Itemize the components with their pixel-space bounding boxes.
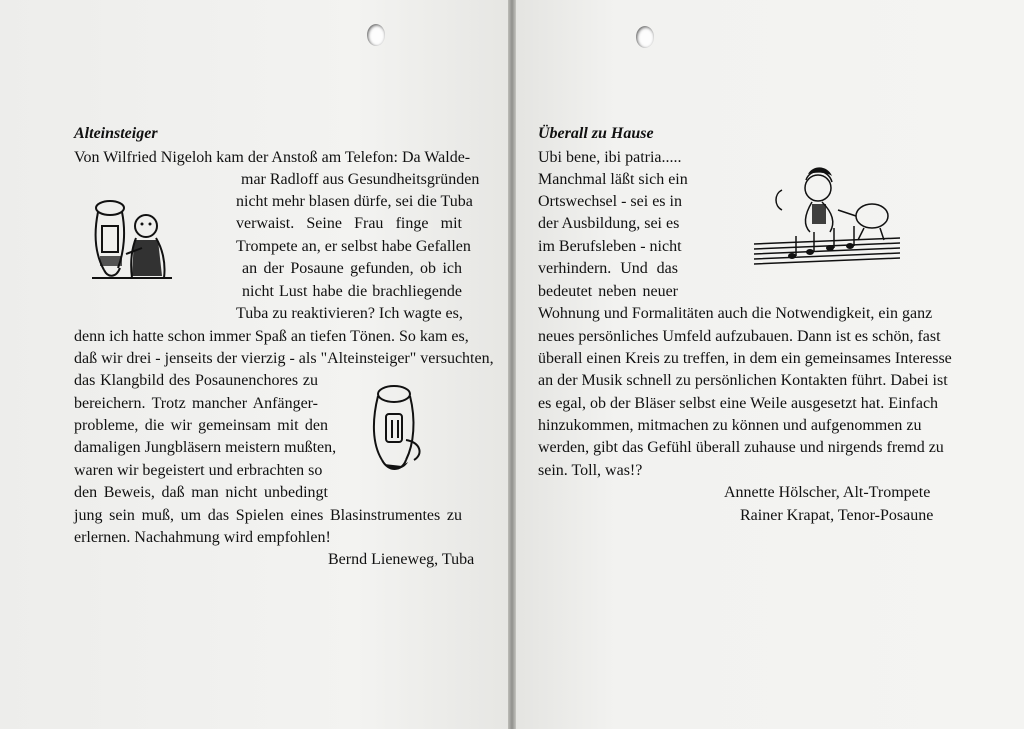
- text-line: das Klangbild des Posaunenchores zu: [74, 372, 318, 389]
- text-line: im Berufsleben - nicht: [538, 238, 682, 255]
- text-line: denn ich hatte schon immer Spaß an tiefen Tönen. So kam es,: [74, 328, 469, 345]
- text-line: mar Radloff aus Gesundheitsgründen: [241, 171, 480, 188]
- tuba-player-illustration: [82, 182, 182, 288]
- text-line: verwaist. Seine Frau finge mit: [236, 215, 462, 232]
- text-line: hinzukommen, mitmachen zu können und aufgenommen zu: [538, 417, 922, 434]
- text-line: es egal, ob der Bläser selbst eine Weile ausgesetzt hat. Einfach: [538, 395, 939, 412]
- text-line: jung sein muß, um das Spielen eines Blasinstrumentes zu: [74, 507, 462, 524]
- text-line: Trompete an, er selbst habe Gefallen: [236, 238, 471, 255]
- musicians-illustration: [752, 160, 902, 278]
- text-line: Ortswechsel - sei es in: [538, 193, 682, 210]
- text-line: der Ausbildung, sei es: [538, 215, 680, 232]
- text-line: Manchmal läßt sich ein: [538, 171, 688, 188]
- text-line: Tuba zu reaktivieren? Ich wagte es,: [236, 305, 463, 322]
- tuba-illustration: [362, 380, 432, 478]
- text-line: daß wir drei - jenseits der vierzig - als "Alteinsteiger" versuchten,: [74, 350, 494, 367]
- text-line: verhindern. Und das: [538, 260, 678, 277]
- text-line: Ubi bene, ibi patria.....: [538, 149, 682, 166]
- article-title: Alteinsteiger: [74, 125, 158, 142]
- text-line: Wohnung und Formalitäten auch die Notwendigkeit, ein ganz: [538, 305, 933, 322]
- text-line: sein. Toll, was!?: [538, 462, 643, 479]
- text-line: werden, gibt das Gefühl überall zuhause und nirgends fremd zu: [538, 439, 944, 456]
- text-line: nicht Lust habe die brachliegende: [242, 283, 462, 300]
- text-line: bereichern. Trotz mancher Anfänger-: [74, 395, 318, 412]
- text-line: den Beweis, daß man nicht unbedingt: [74, 484, 328, 501]
- punch-hole: [367, 24, 385, 46]
- signature: Rainer Krapat, Tenor-Posaune: [740, 507, 934, 524]
- text-line: probleme, die wir gemeinsam mit den: [74, 417, 328, 434]
- text-line: an der Posaune gefunden, ob ich: [242, 260, 462, 277]
- signature: Annette Hölscher, Alt-Trompete: [724, 484, 931, 501]
- text-line: neues persönliches Umfeld aufzubauen. Dann ist es schön, fast: [538, 328, 941, 345]
- text-line: an der Musik schnell zu persönlichen Kontakten führt. Dabei ist: [538, 372, 948, 389]
- article-title: Überall zu Hause: [538, 125, 654, 142]
- signature: Bernd Lieneweg, Tuba: [328, 551, 475, 568]
- text-line: überall einen Kreis zu treffen, in dem ein gemeinsames Interesse: [538, 350, 952, 367]
- text-line: erlernen. Nachahmung wird empfohlen!: [74, 529, 331, 546]
- text-line: nicht mehr blasen dürfe, sei die Tuba: [236, 193, 473, 210]
- text-line: bedeutet neben neuer: [538, 283, 678, 300]
- text-line: waren wir begeistert und erbrachten so: [74, 462, 323, 479]
- book-gutter: [508, 0, 516, 729]
- text-line: Von Wilfried Nigeloh kam der Anstoß am Telefon: Da Walde-: [74, 149, 471, 166]
- text-line: damaligen Jungbläsern meistern mußten,: [74, 439, 337, 456]
- punch-hole: [636, 26, 654, 48]
